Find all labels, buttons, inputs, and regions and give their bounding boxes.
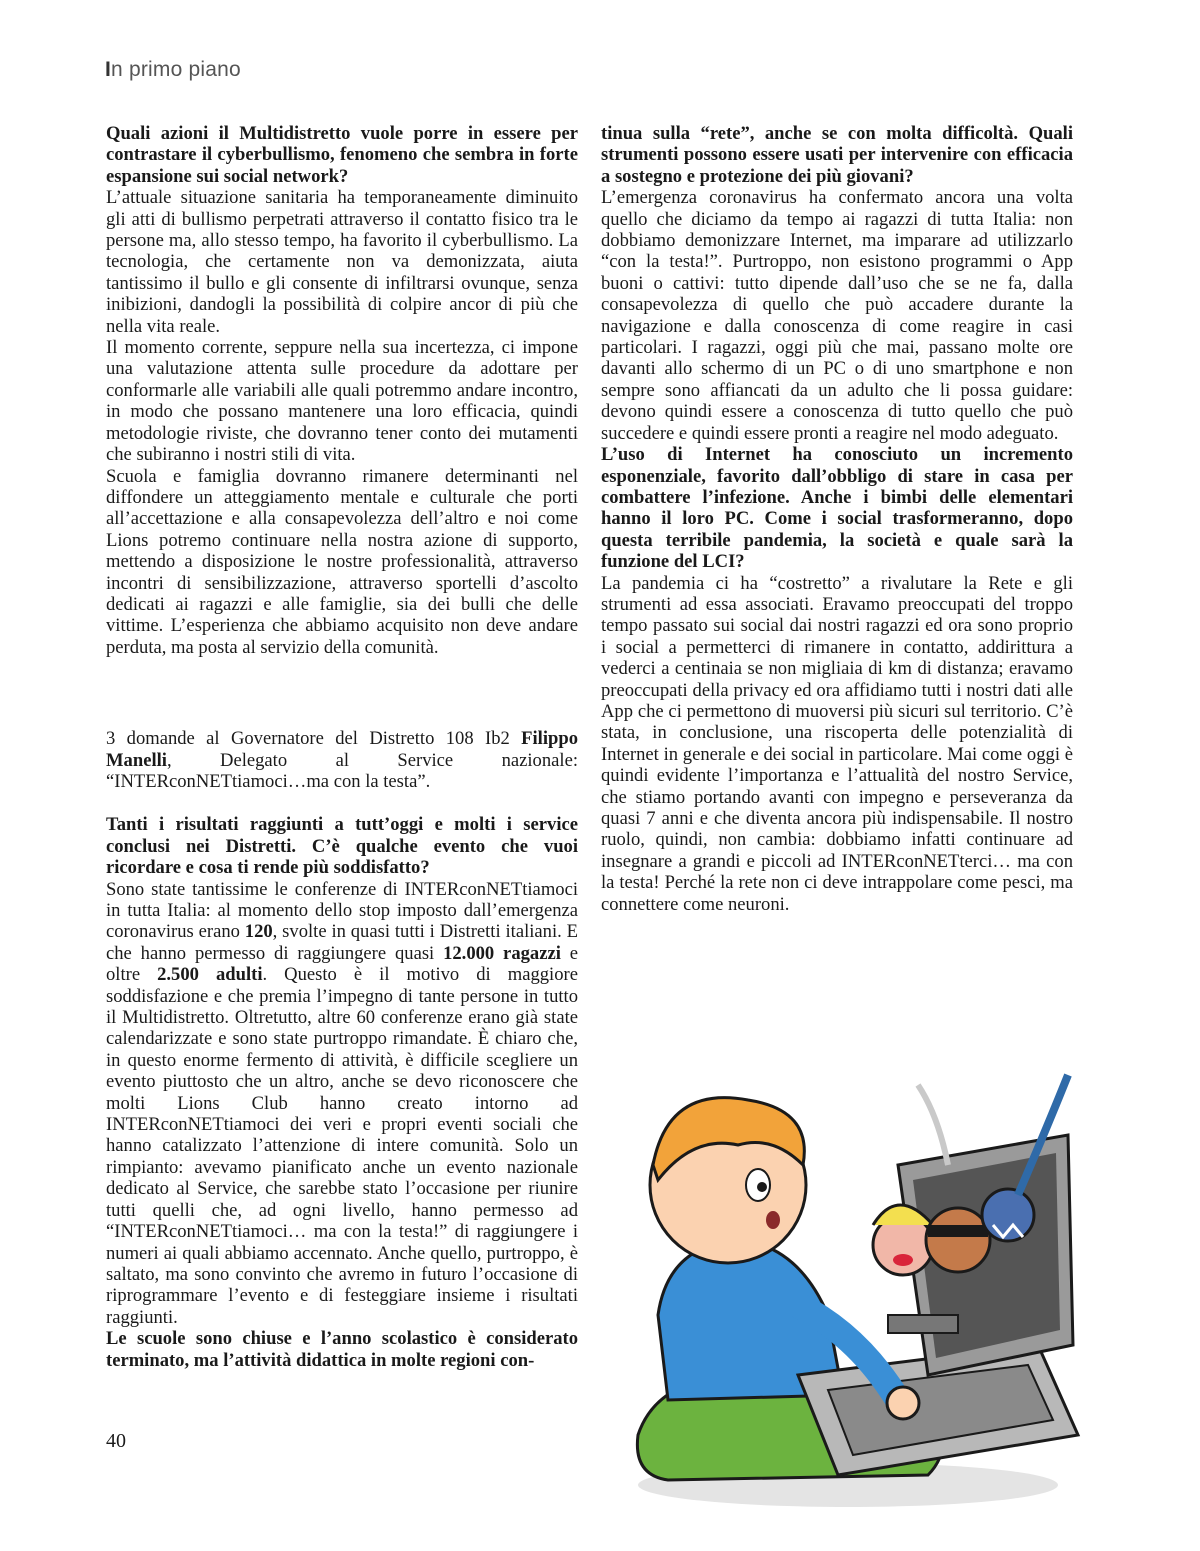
question-2: Tanti i risultati raggiunti a tutt’oggi e molti i service conclusi nei Distretti. C’è qualche evento che vuoi ricordare e cosa ti rende più soddisfatto? xyxy=(106,814,578,879)
left-column xyxy=(106,123,578,1371)
right-column xyxy=(601,123,1073,915)
answer-1-paragraph-2: Il momento corrente, seppure nella sua incertezza, ci impone una valutazione attenta sulle procedure da adottare per conformarle alle variabili alle quali potremmo andare incontro, in modo che possano mantenere una loro efficacia, quindi metodologie riviste, che dovranno tener conto dei mutamenti che subiranno i nostri stili di vita. xyxy=(106,337,578,466)
section-title: In primo piano xyxy=(105,58,241,81)
cartoon-illustration xyxy=(598,1015,1098,1515)
question-3: Le scuole sono chiuse e l’anno scolastico è considerato terminato, ma l’attività didattica in molte regioni con- xyxy=(106,1328,578,1371)
interviewee-name: Filippo Manelli xyxy=(106,728,578,771)
question-3-continued: tinua sulla “rete”, anche se con molta difficoltà. Quali strumenti possono essere usati per intervenire con efficacia a sostegno e protezione dei più giovani? xyxy=(601,123,1073,187)
question-1: Quali azioni il Multidistretto vuole porre in essere per contrastare il cyberbullismo, fenomeno che sembra in forte espansione sui social network? xyxy=(106,123,578,187)
answer-1-paragraph-1: L’attuale situazione sanitaria ha temporaneamente diminuito gli atti di bullismo perpetrati attraverso il contatto fisico tra le persone ma, allo stesso tempo, ha favorito il cyberbullismo. La tecnologia, che certamente non va demonizzata, aiuta tantissimo il bullo e gli consente di infiltrarsi ovunque, senza inibizioni, dandogli la possibilità di colpire ancor di più che nella vita reale. xyxy=(106,187,578,337)
interview-intro: 3 domande al Governatore del Distretto 108 Ib2 Filippo Manelli, Delegato al Service nazionale: “INTERconNETtiamoci…ma con la testa”. xyxy=(106,728,578,792)
answer-3: L’emergenza coronavirus ha confermato ancora una volta quello che diciamo da tempo ai ragazzi di tutta Italia: non dobbiamo demonizzare Internet, ma imparare ad utilizzarlo “con la testa!”. Purtroppo, non esistono programmi o App buoni o cattivi: tutto dipende dall’uso che se ne fa, dalla consapevolezza di quello che può accadere durante la navigazione e dalla conoscenza di come reagire in casi particolari. I ragazzi, oggi più che mai, passano molte ore davanti allo schermo di un PC o di uno smartphone e non sempre sono affiancati da un adulto che li possa guidare: devono quindi essere a conoscenza di tutto quello che può succedere e quindi essere pronti a reagire nel modo adeguato. xyxy=(601,187,1073,444)
question-4: L’uso di Internet ha conosciuto un incremento esponenziale, favorito dall’obbligo di stare in casa per combattere l’infezione. Anche i bimbi delle elementari hanno il loro PC. Come i social trasformeranno, dopo questa terribile pandemia, la società e quale sarà la funzione del LCI? xyxy=(601,444,1073,573)
answer-2: Sono state tantissime le conferenze di INTERconNETtiamoci in tutta Italia: al momento dello stop imposto dall’emergenza coronavirus erano 120, svolte in quasi tutti i Distretti italiani. E che hanno permesso di raggiungere quasi 12.000 ragazzi e oltre 2.500 adulti. Questo è il motivo di maggiore soddisfazione e che premia l’impegno di tante persone in tutto il Multidistretto. Oltretutto, altre 60 conferenze erano già state calendarizzate e sono state purtroppo rimandate. È chiaro che, in questo enorme fermento di attività, è difficile scegliere un evento piuttosto che un altro, anche se devo riconoscere che molti Lions Club hanno creato intorno ad INTERconNETtiamoci dei veri e propri eventi sociali che hanno catalizzato l’attenzione di intere comunità. Solo un rimpianto: avevamo pianificato anche un evento nazionale dedicato al Service, che sarebbe stato l’occasione per riunire tutti quelli che, ad ogni livello, hanno permesso ad “INTERconNETtiamoci… ma con la testa!” di raggiungere i numeri ai quali abbiamo accennato. Anche quello, purtroppo, è saltato, ma sono convinto che avremo in futuro l’occasione di riprogrammare l’evento e di festeggiare insieme i risultati raggiunti. xyxy=(106,878,578,1328)
answer-4: La pandemia ci ha “costretto” a rivalutare la Rete e gli strumenti ad essa associati. Eravamo preoccupati del troppo tempo passato sui social dai nostri ragazzi ed ora sono proprio i social a permetterci di rimanere in contatto, addirittura a vederci a centinaia se non migliaia di km di distanza; eravamo preoccupati della privacy ed ora affidiamo tutti i nostri dati alle App che ci permettono di muoversi più sicuri sul territorio. C’è stata, in conclusione, una riscoperta delle potenzialità di Internet in generale e dei social in particolare. Mai come oggi è quindi evidente l’importanza e l’attualità del nostro Service, che stiamo portando avanti con impegno e perseveranza da quasi 7 anni e che diventa ancora più indispensabile. Il nostro ruolo, quindi, non cambia: dobbiamo infatti continuare ad insegnare a grandi e piccoli ad INTERconNETterci… ma con la testa! Perché la rete non ci deve intrappolare come pesci, ma connettere come neuroni. xyxy=(601,572,1073,915)
answer-1-paragraph-3: Scuola e famiglia dovranno rimanere determinanti nel diffondere un atteggiamento mentale e culturale che porti all’accettazione e alla consapevolezza dell’altro e noi come Lions potremo continuare nella nostra azione di supporto, mettendo a disposizione le nostre professionalità, attraverso incontri di sensibilizzazione, attraverso sportelli d’ascolto dedicati ai ragazzi e alle famiglie, sia dei bulli che delle vittime. L’esperienza che abbiamo acquisito non deve andare perduta, ma posta al servizio della comunità. xyxy=(106,465,578,658)
page-number: 40 xyxy=(106,1430,126,1452)
